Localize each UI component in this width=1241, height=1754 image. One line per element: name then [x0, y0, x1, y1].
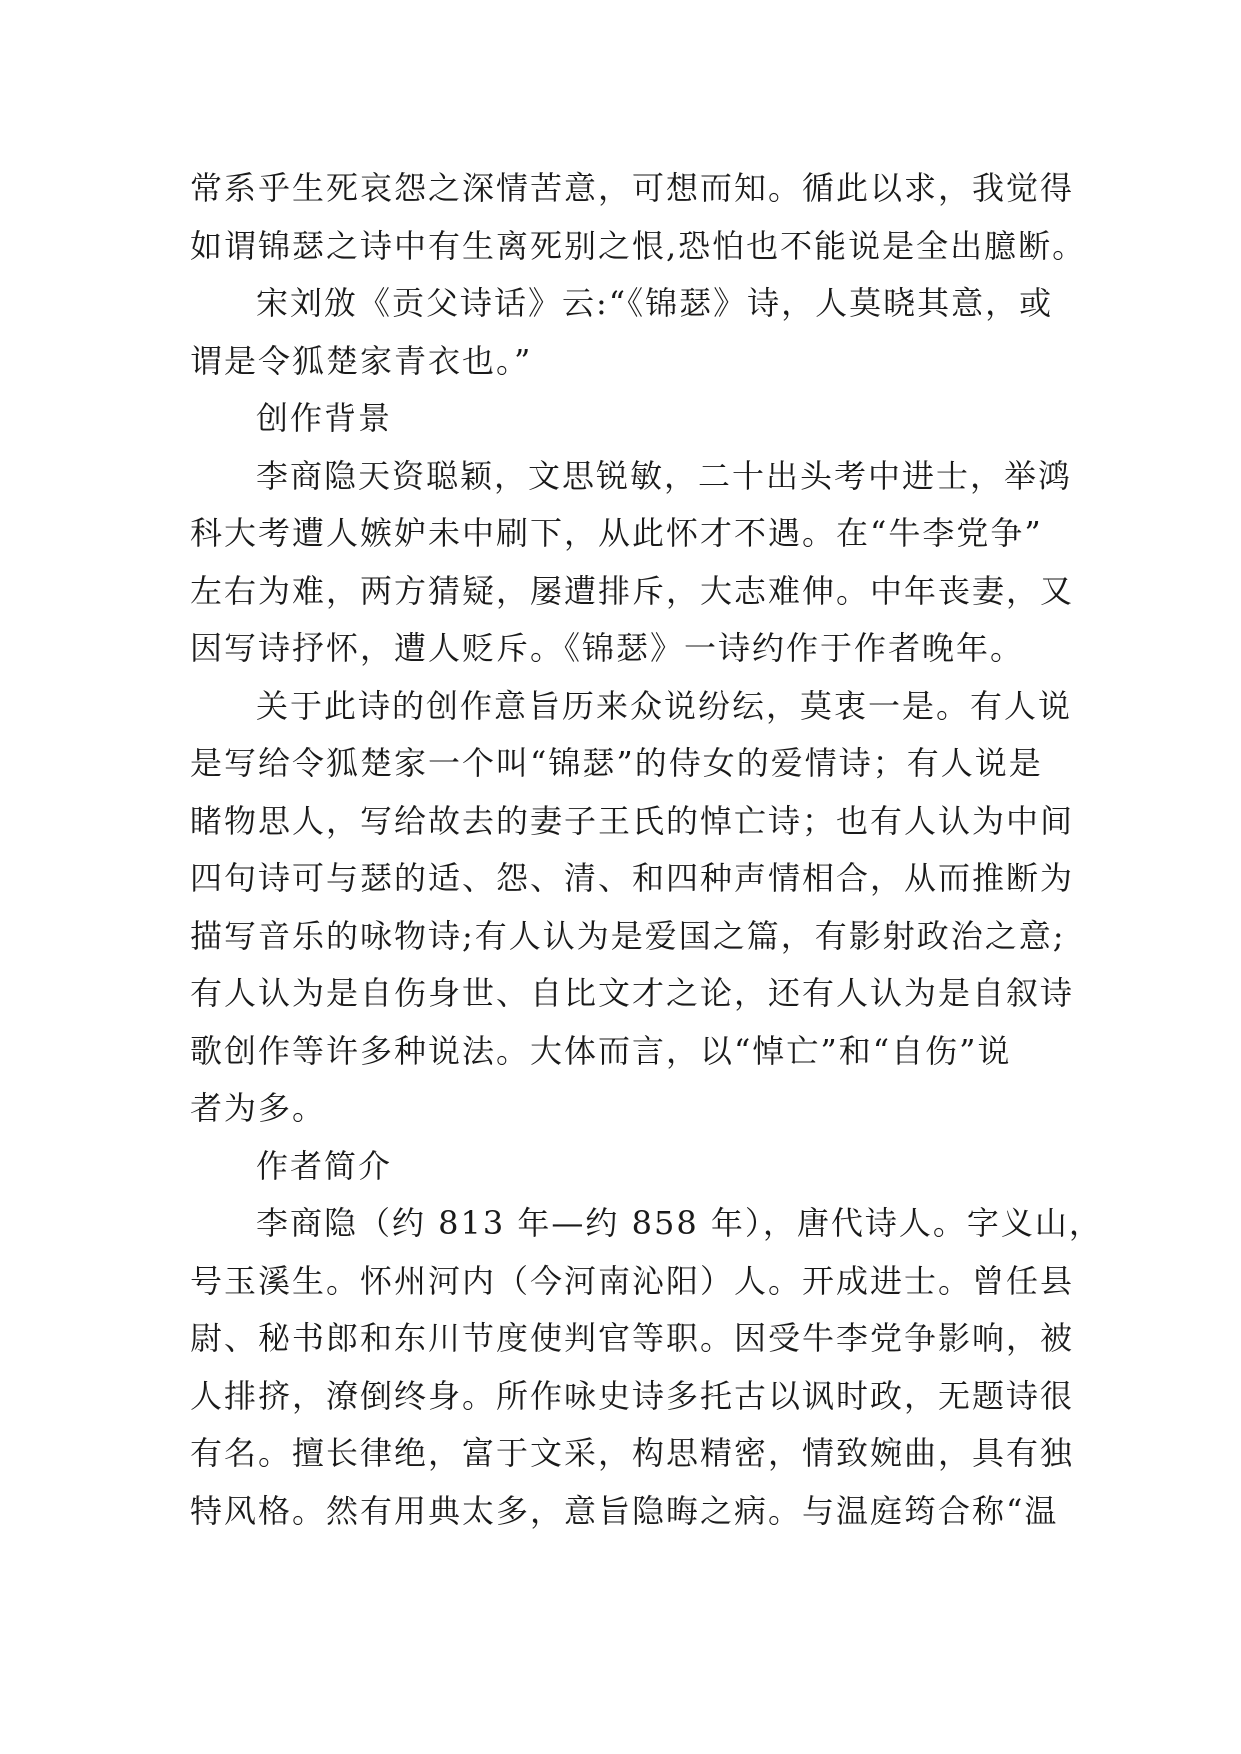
text-line: 有名。擅长律绝，富于文采，构思精密，情致婉曲，具有独	[190, 1434, 1075, 1472]
text-line: 者为多。	[190, 1089, 327, 1127]
text-line: 人排挤，潦倒终身。所作咏史诗多托古以讽时政，无题诗很	[190, 1376, 1075, 1415]
text-line: 关于此诗的创作意旨历来众说纷纭，莫衷一是。有人说	[256, 686, 1073, 725]
text-line: 有人认为是自伤身世、自比文才之论，还有人认为是自叙诗	[190, 974, 1075, 1012]
text-line: 号玉溪生。怀州河内（今河南沁阳）人。开成进士。曾任县	[190, 1261, 1075, 1300]
text-line: 因写诗抒怀，遭人贬斥。《锦瑟》一诗约作于作者晚年。	[190, 629, 1025, 667]
text-line: 宋刘攽《贡父诗话》云:“《锦瑟》诗，人莫晓其意，或	[256, 284, 1054, 322]
text-line: 歌创作等许多种说法。大体而言，以“悼亡”和“自伤”说	[190, 1031, 1012, 1070]
text-line: 李商隐（约 813 年—约 858 年），唐代诗人。字义山，	[256, 1204, 1103, 1242]
text-line: 常系乎生死哀怨之深情苦意，可想而知。循此以求，我觉得	[190, 169, 1075, 207]
text-line: 是写给令狐楚家一个叫“锦瑟”的侍女的爱情诗；有人说是	[190, 744, 1043, 782]
text-line: 描写音乐的咏物诗;有人认为是爱国之篇，有影射政治之意;	[190, 916, 1066, 955]
section-heading: 创作背景	[256, 399, 393, 437]
text-line: 四句诗可与瑟的适、怨、清、和四种声情相合，从而推断为	[190, 859, 1075, 897]
text-line: 尉、秘书郎和东川节度使判官等职。因受牛李党争影响，被	[190, 1319, 1075, 1357]
text-line: 李商隐天资聪颖，文思锐敏，二十出头考中进士，举鸿	[256, 456, 1073, 495]
text-line: 睹物思人，写给故去的妻子王氏的悼亡诗；也有人认为中间	[190, 801, 1075, 840]
text-line: 特风格。然有用典太多，意旨隐晦之病。与温庭筠合称“温	[190, 1491, 1059, 1530]
text-line: 科大考遭人嫉妒未中刷下，从此怀才不遇。在“牛李党争”	[190, 514, 1043, 552]
text-line: 谓是令狐楚家青衣也。”	[190, 341, 533, 380]
text-line: 如谓锦瑟之诗中有生离死别之恨,恐怕也不能说是全出臆断。	[190, 226, 1087, 265]
section-heading: 作者简介	[256, 1146, 393, 1185]
document-body	[190, 160, 1103, 1540]
text-line: 左右为难，两方猜疑，屡遭排斥，大志难伸。中年丧妻，又	[190, 571, 1075, 610]
